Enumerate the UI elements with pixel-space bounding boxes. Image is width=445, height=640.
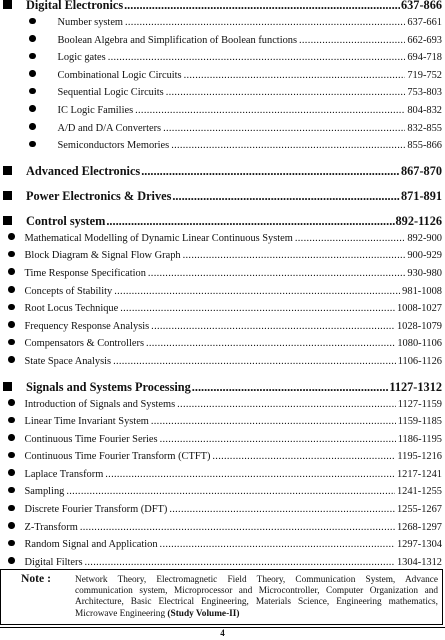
- item-pages: 832-855: [407, 122, 442, 134]
- round-bullet-icon: [29, 123, 36, 130]
- section-heading: [0, 162, 445, 180]
- page-number: 4: [220, 628, 225, 638]
- item-title: Compensators & Controllers: [24, 338, 144, 350]
- section-gap: [0, 155, 445, 162]
- section-gap: [0, 371, 445, 378]
- item-title: Sequential Logic Circuits: [57, 87, 164, 99]
- round-bullet-icon: [8, 321, 15, 328]
- item-pages: 694-718: [407, 52, 442, 64]
- dot-leader: [169, 501, 395, 519]
- toc-section-control: [0, 212, 445, 371]
- item-pages: 637-661: [407, 17, 442, 28]
- list-item: [0, 413, 445, 431]
- note-label: Note :: [21, 572, 51, 585]
- dot-leader: [135, 102, 405, 120]
- square-bullet-icon: [3, 191, 12, 200]
- item-pages: 1008-1027: [396, 303, 442, 315]
- item-pages: 1255-1267: [396, 504, 442, 516]
- section-pages: 871-891: [401, 188, 442, 203]
- list-item: [0, 32, 445, 50]
- toc-section-signals: [0, 378, 445, 572]
- dot-leader: [160, 431, 396, 449]
- dot-leader: [113, 353, 396, 371]
- section-heading: [0, 378, 445, 396]
- section-heading: [0, 212, 445, 230]
- item-pages: 719-752: [407, 69, 442, 81]
- note-box: [0, 569, 443, 625]
- list-item: [0, 353, 445, 371]
- list-item: [0, 483, 445, 501]
- item-pages: 930-980: [407, 267, 442, 279]
- item-title: Linear Time Invariant System: [24, 416, 149, 428]
- round-bullet-icon: [29, 105, 36, 112]
- round-bullet-icon: [29, 141, 36, 148]
- square-bullet-icon: [3, 0, 12, 9]
- list-item: [0, 318, 445, 336]
- item-pages: 900-929: [407, 250, 442, 262]
- section-title: Control system: [26, 213, 106, 228]
- section-title: Signals and Systems Processing: [26, 379, 191, 394]
- square-bullet-icon: [3, 166, 12, 175]
- dot-leader: [141, 162, 400, 180]
- list-item: [0, 283, 445, 301]
- item-title: Block Diagram & Signal Flow Graph: [24, 250, 181, 262]
- dot-leader: [124, 0, 400, 14]
- item-pages: 1106-1126: [397, 355, 442, 367]
- round-bullet-icon: [8, 399, 15, 406]
- dot-leader: [66, 483, 395, 501]
- dot-leader: [160, 536, 395, 554]
- item-pages: 1028-1079: [396, 320, 442, 332]
- item-title: Root Locus Technique: [24, 303, 119, 315]
- list-item: [0, 448, 445, 466]
- section-title: Power Electronics & Drives: [26, 188, 172, 203]
- item-title: Continuous Time Fourier Transform (CTFT): [24, 451, 211, 463]
- list-item: [0, 335, 445, 353]
- dot-leader: [148, 265, 405, 283]
- round-bullet-icon: [8, 251, 15, 258]
- item-pages: 1159-1185: [397, 416, 442, 428]
- round-bullet-icon: [8, 339, 15, 346]
- round-bullet-icon: [8, 487, 15, 494]
- dot-leader: [114, 283, 400, 301]
- round-bullet-icon: [8, 304, 15, 311]
- item-pages: 1127-1159: [397, 398, 442, 410]
- item-pages: 892-900: [407, 232, 442, 244]
- round-bullet-icon: [8, 233, 15, 240]
- item-pages: 753-803: [407, 87, 442, 99]
- dot-leader: [120, 300, 395, 318]
- dot-leader: [151, 318, 395, 336]
- round-bullet-icon: [8, 434, 15, 441]
- toc-section-power: [0, 187, 445, 205]
- item-pages: 1304-1312: [396, 556, 442, 568]
- item-title: Laplace Transform: [24, 468, 104, 480]
- round-bullet-icon: [8, 540, 15, 547]
- section-heading: [0, 187, 445, 205]
- list-item: [0, 120, 445, 138]
- item-title: Introduction of Signals and Systems: [24, 398, 176, 410]
- item-pages: 804-832: [407, 104, 442, 116]
- item-title: Semiconductors Memories: [57, 140, 170, 152]
- list-item: [0, 137, 445, 155]
- item-pages: 1186-1195: [397, 433, 442, 445]
- round-bullet-icon: [8, 356, 15, 363]
- item-title: Sampling: [24, 486, 65, 498]
- dot-leader: [295, 230, 405, 248]
- round-bullet-icon: [8, 522, 15, 529]
- round-bullet-icon: [29, 35, 36, 42]
- list-item: [0, 536, 445, 554]
- list-item: [0, 396, 445, 414]
- toc-section-digital: [0, 0, 445, 155]
- dot-leader: [105, 466, 395, 484]
- item-title: State Space Analysis: [24, 355, 112, 367]
- list-item: [0, 49, 445, 67]
- list-item: [0, 67, 445, 85]
- list-item: [0, 466, 445, 484]
- item-title: Mathematical Modelling of Dynamic Linear Continuous System: [24, 232, 293, 244]
- dot-leader: [166, 84, 406, 102]
- round-bullet-icon: [8, 268, 15, 275]
- round-bullet-icon: [29, 53, 36, 60]
- section-gap: [0, 205, 445, 212]
- dot-leader: [125, 14, 405, 32]
- item-title: Z-Transform: [24, 521, 78, 533]
- list-item: [0, 84, 445, 102]
- list-item: [0, 14, 445, 32]
- item-title: Digital Filters: [24, 556, 83, 568]
- section-pages: 637-866: [401, 0, 442, 12]
- item-pages: 855-866: [407, 140, 442, 152]
- list-item: [0, 265, 445, 283]
- dot-leader: [184, 67, 406, 85]
- list-item: [0, 519, 445, 537]
- section-gap: [0, 180, 445, 187]
- item-title: Discrete Fourier Transform (DFT): [24, 504, 168, 516]
- section-pages: 867-870: [401, 163, 442, 178]
- item-pages: 1241-1255: [396, 486, 442, 498]
- round-bullet-icon: [8, 505, 15, 512]
- section-pages: 892-1126: [395, 213, 442, 228]
- section-title: Advanced Electronics: [26, 163, 141, 178]
- item-title: Concepts of Stability: [24, 285, 113, 297]
- toc-section-advanced: [0, 162, 445, 180]
- dot-leader: [172, 187, 400, 205]
- item-title: A/D and D/A Converters: [57, 122, 162, 134]
- item-pages: 662-693: [407, 34, 442, 46]
- dot-leader: [299, 32, 405, 50]
- round-bullet-icon: [8, 469, 15, 476]
- list-item: [0, 230, 445, 248]
- item-title: Time Response Specification: [24, 267, 146, 279]
- round-bullet-icon: [29, 18, 36, 25]
- round-bullet-icon: [8, 557, 15, 564]
- item-pages: 1195-1216: [397, 451, 442, 463]
- list-item: [0, 102, 445, 120]
- square-bullet-icon: [3, 382, 12, 391]
- list-item: [0, 431, 445, 449]
- dot-leader: [106, 212, 394, 230]
- item-title: Logic gates: [57, 52, 106, 64]
- round-bullet-icon: [8, 452, 15, 459]
- dot-leader: [151, 413, 396, 431]
- item-title: IC Logic Families: [57, 104, 134, 116]
- round-bullet-icon: [29, 88, 36, 95]
- item-pages: 1080-1106: [397, 338, 442, 350]
- item-pages: 1297-1304: [396, 539, 442, 551]
- round-bullet-icon: [8, 286, 15, 293]
- dot-leader: [212, 448, 395, 466]
- item-title: Continuous Time Fourier Series: [24, 433, 158, 445]
- dot-leader: [146, 335, 395, 353]
- item-pages: 1268-1297: [396, 521, 442, 533]
- note-text: [59, 570, 442, 624]
- item-title: Random Signal and Application: [24, 539, 158, 551]
- list-item: [0, 300, 445, 318]
- item-title: Number system: [57, 17, 124, 28]
- dot-leader: [163, 120, 405, 138]
- item-pages: 1217-1241: [396, 468, 442, 480]
- list-item: [0, 247, 445, 265]
- section-pages: 1127-1312: [389, 379, 442, 394]
- square-bullet-icon: [3, 216, 12, 225]
- item-title: Boolean Algebra and Simplification of Boolean functions: [57, 34, 298, 46]
- note-emphasis: (Study Volume-II): [167, 608, 240, 619]
- dot-leader: [108, 49, 406, 67]
- item-title: Frequency Response Analysis: [24, 320, 150, 332]
- item-title: Combinational Logic Circuits: [57, 69, 182, 81]
- section-heading: [0, 0, 445, 14]
- list-item: [0, 501, 445, 519]
- dot-leader: [80, 519, 395, 537]
- dot-leader: [177, 396, 396, 414]
- dot-leader: [183, 247, 406, 265]
- note-body: Network Theory, Electromagnetic Field Theory, Communication System, Advance communication system, Microprocessor and Microcontroller, Computer Organization and Architecture, Basic Electrical Engineering, Materials Science, Engineering mathematics, Microwave Engineering: [75, 575, 438, 619]
- section-title: Digital Electronics: [26, 0, 124, 12]
- round-bullet-icon: [29, 70, 36, 77]
- round-bullet-icon: [8, 417, 15, 424]
- item-pages: 981-1008: [402, 285, 442, 297]
- dot-leader: [171, 137, 405, 155]
- dot-leader: [192, 378, 389, 396]
